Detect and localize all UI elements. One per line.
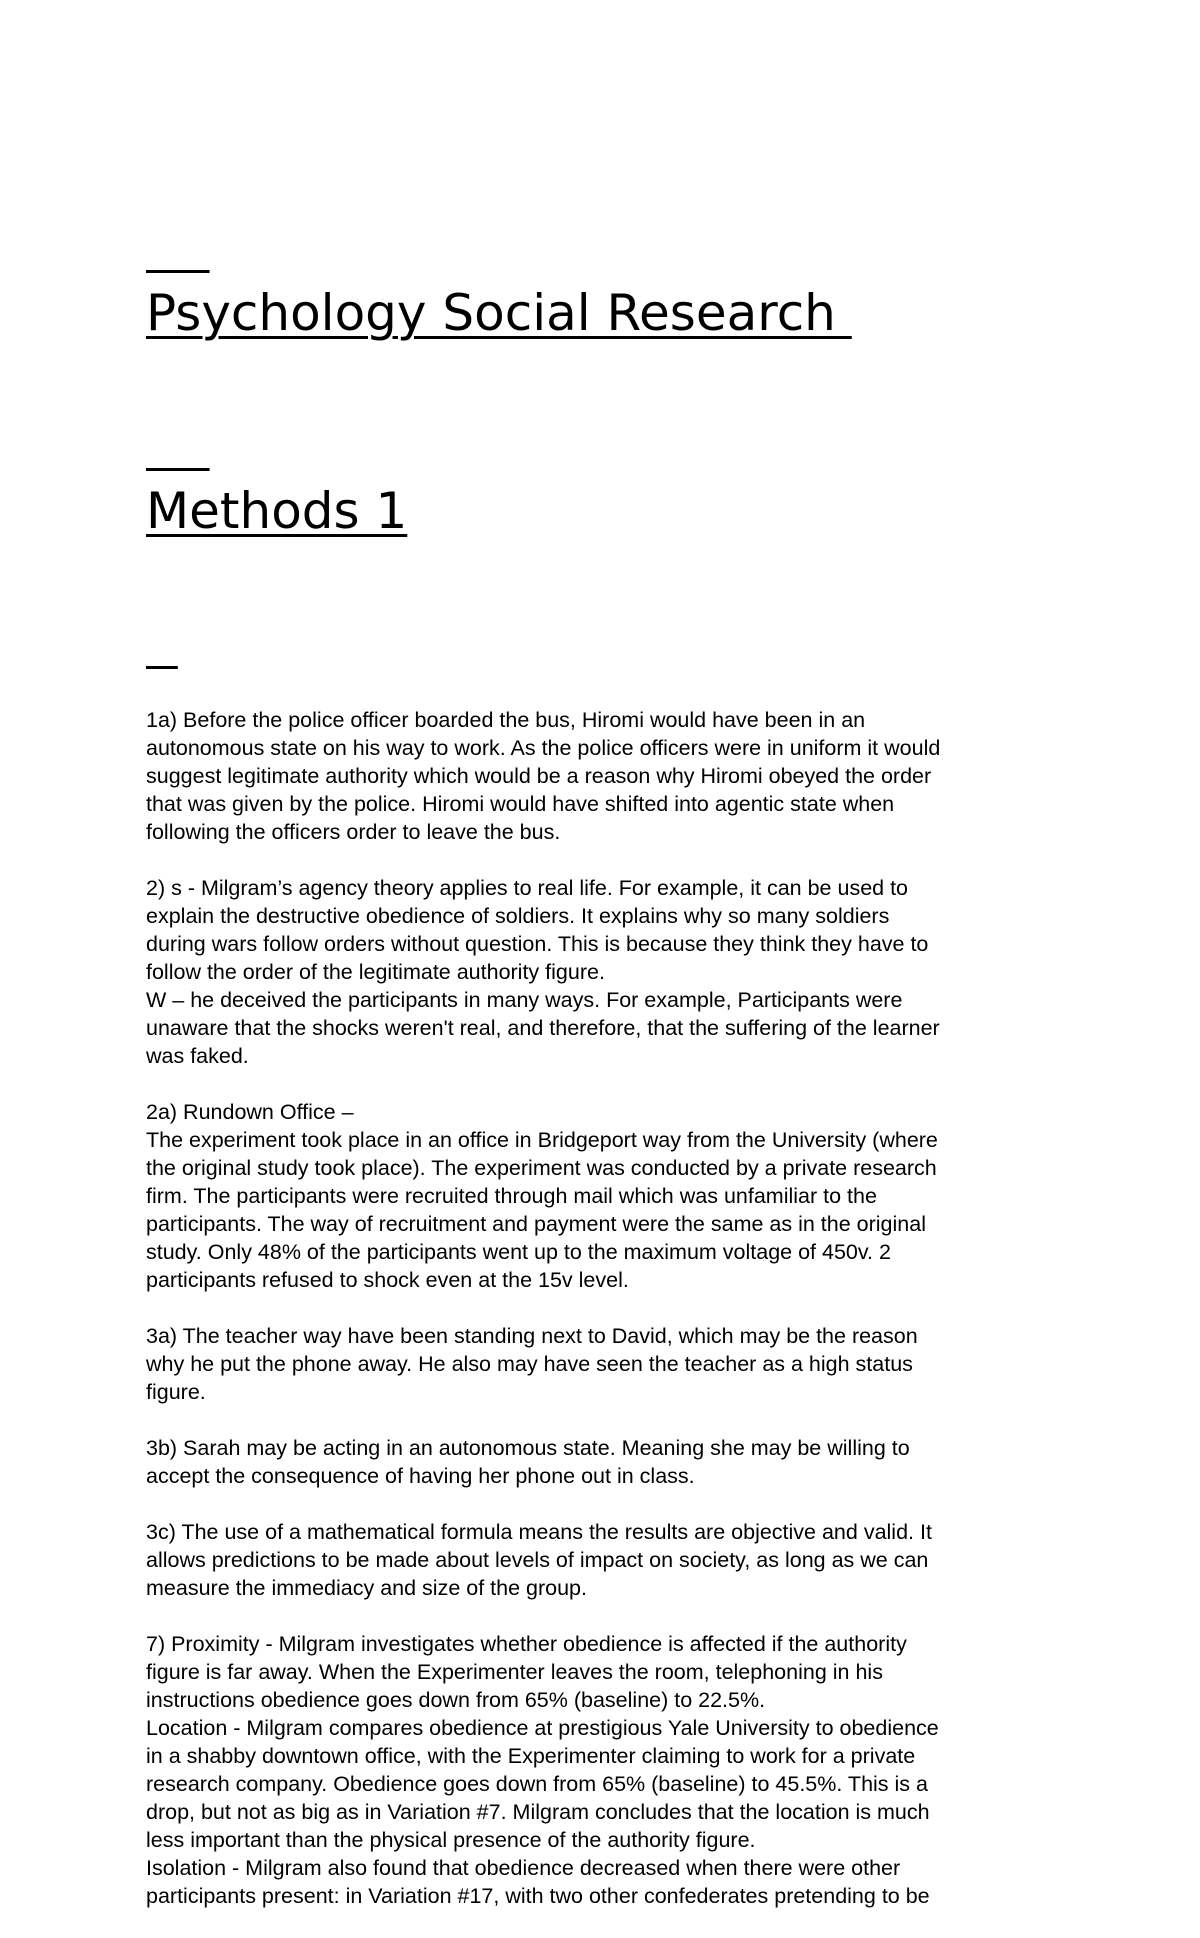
paragraph-line: 7) Proximity - Milgram investigates whether obedience is affected if the authority bbox=[146, 1632, 907, 1656]
paragraph-line: research company. Obedience goes down from 65% (baseline) to 45.5%. This is a bbox=[146, 1772, 928, 1796]
paragraph-line: participants refused to shock even at the 15v level. bbox=[146, 1268, 629, 1292]
paragraph-line: the original study took place). The experiment was conducted by a private research bbox=[146, 1156, 937, 1180]
paragraph-line: 3c) The use of a mathematical formula means the results are objective and valid. It bbox=[146, 1520, 932, 1544]
answer-paragraph bbox=[146, 1518, 1066, 1602]
paragraph-line: participants. The way of recruitment and payment were the same as in the original bbox=[146, 1212, 926, 1236]
paragraph-line: follow the order of the legitimate authority figure. bbox=[146, 960, 605, 984]
paragraph-line: 3a) The teacher way have been standing next to David, which may be the reason bbox=[146, 1324, 918, 1348]
paragraph-line: measure the immediacy and size of the group. bbox=[146, 1576, 587, 1600]
paragraph-line: The experiment took place in an office in Bridgeport way from the University (where bbox=[146, 1128, 938, 1152]
paragraph-line: 1a) Before the police officer boarded the bus, Hiromi would have been in an bbox=[146, 708, 866, 732]
answer-paragraph bbox=[146, 1098, 1066, 1294]
paragraph-line: study. Only 48% of the participants went up to the maximum voltage of 450v. 2 bbox=[146, 1240, 891, 1264]
paragraph-line: 2a) Rundown Office – bbox=[146, 1100, 354, 1124]
paragraph-line: figure. bbox=[146, 1380, 206, 1404]
paragraph-line: in a shabby downtown office, with the Experimenter claiming to work for a private bbox=[146, 1744, 916, 1768]
paragraph-line: figure is far away. When the Experimenter leaves the room, telephoning in his bbox=[146, 1660, 883, 1684]
paragraph-line: following the officers order to leave the bus. bbox=[146, 820, 561, 844]
paragraph-line: W – he deceived the participants in many ways. For example, Participants were bbox=[146, 988, 903, 1012]
paragraph-line: participants present: in Variation #17, with two other confederates pretending to be bbox=[146, 1884, 930, 1908]
paragraph-line: suggest legitimate authority which would be a reason why Hiromi obeyed the order bbox=[146, 764, 932, 788]
paragraph-line: firm. The participants were recruited through mail which was unfamiliar to the bbox=[146, 1184, 877, 1208]
answer-paragraph bbox=[146, 1630, 1066, 1910]
document-page bbox=[146, 148, 1066, 1938]
answer-paragraph bbox=[146, 706, 1066, 846]
document-title bbox=[146, 148, 1066, 676]
paragraph-line: why he put the phone away. He also may have seen the teacher as a high status bbox=[146, 1352, 913, 1376]
paragraph-line: during wars follow orders without question. This is because they think they have to bbox=[146, 932, 929, 956]
answer-paragraph bbox=[146, 1434, 1066, 1490]
paragraph-line: accept the consequence of having her phone out in class. bbox=[146, 1464, 695, 1488]
paragraph-line: explain the destructive obedience of soldiers. It explains why so many soldiers bbox=[146, 904, 890, 928]
paragraph-line: less important than the physical presence of the authority figure. bbox=[146, 1828, 756, 1852]
paragraph-line: was faked. bbox=[146, 1044, 249, 1068]
paragraph-line: 2) s - Milgram’s agency theory applies to real life. For example, it can be used to bbox=[146, 876, 909, 900]
paragraph-line: drop, but not as big as in Variation #7. Milgram concludes that the location is much bbox=[146, 1800, 930, 1824]
document-title-line: Methods 1 bbox=[146, 482, 408, 540]
paragraph-line: that was given by the police. Hiromi would have shifted into agentic state when bbox=[146, 792, 895, 816]
document-title-line: Psychology Social Research bbox=[146, 284, 852, 342]
paragraph-line: autonomous state on his way to work. As the police officers were in uniform it would bbox=[146, 736, 941, 760]
paragraph-line: 3b) Sarah may be acting in an autonomous state. Meaning she may be willing to bbox=[146, 1436, 910, 1460]
paragraph-line: unaware that the shocks weren't real, and therefore, that the suffering of the learner bbox=[146, 1016, 940, 1040]
paragraph-line: instructions obedience goes down from 65% (baseline) to 22.5%. bbox=[146, 1688, 766, 1712]
paragraph-line: Location - Milgram compares obedience at prestigious Yale University to obedience bbox=[146, 1716, 939, 1740]
paragraph-line: Isolation - Milgram also found that obedience decreased when there were other bbox=[146, 1856, 901, 1880]
document-body bbox=[146, 706, 1066, 1910]
answer-paragraph bbox=[146, 874, 1066, 1070]
answer-paragraph bbox=[146, 1322, 1066, 1406]
paragraph-line: allows predictions to be made about levels of impact on society, as long as we can bbox=[146, 1548, 929, 1572]
